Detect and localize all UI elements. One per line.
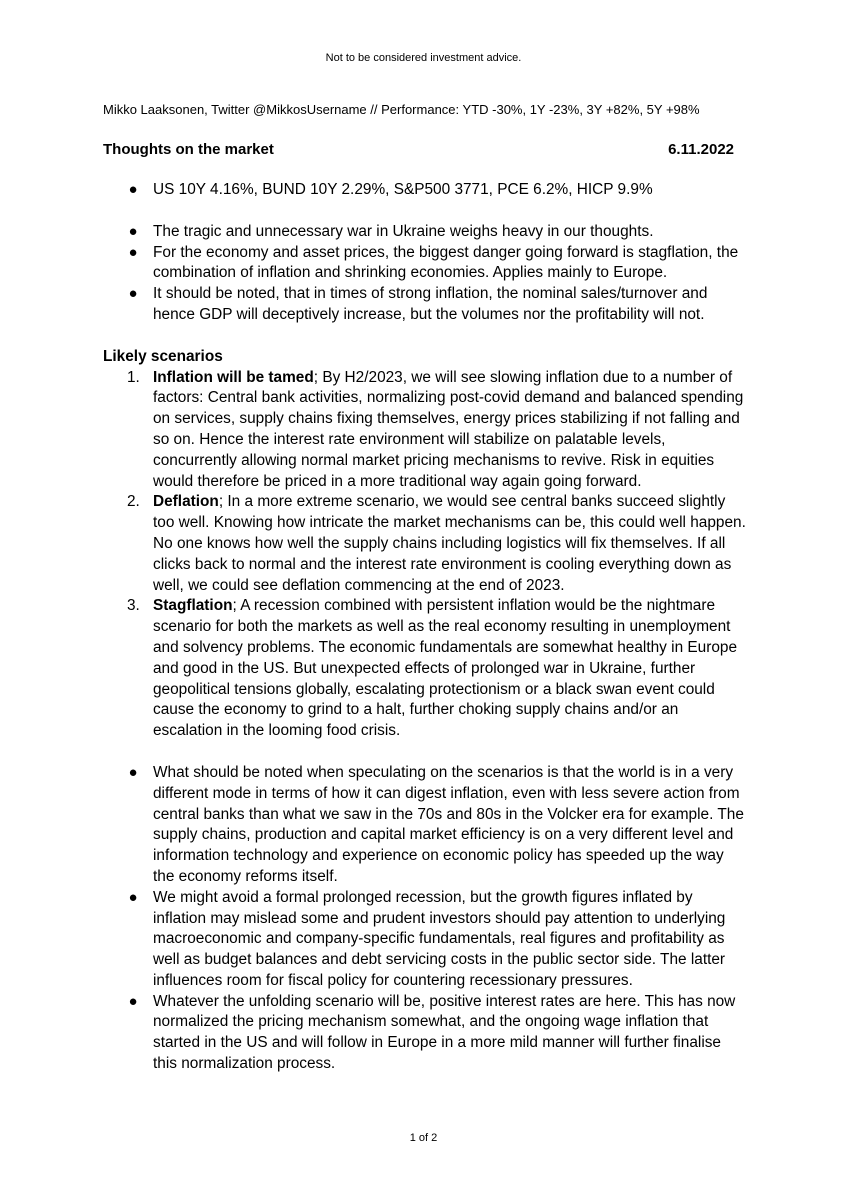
page-number: 1 of 2 xyxy=(409,1132,438,1144)
scenario-text: ; By H2/2023, we will see slowing inflation due to a number of factors: Central bank activities, normalizing post-covid demand and balanced spending on services, supply chains fixing themselves, energy prices stabilizing if not falling and so on. Hence the interest rate environment will stabilize on palatable levels, concurrently allowing normal market pricing mechanisms to revive. Risk in equities would therefore be priced in a more traditional way again going forward. xyxy=(153,368,744,490)
intro-bullets xyxy=(103,222,748,326)
list-item xyxy=(103,222,748,243)
scenario-title: Stagflation xyxy=(153,597,233,615)
bullet-text: For the economy and asset prices, the biggest danger going forward is stagflation, the combination of inflation and shrinking economies. Applies mainly to Europe. xyxy=(153,243,739,282)
bullet-icon: ● xyxy=(128,181,138,198)
page-title: Thoughts on the market xyxy=(103,141,274,158)
section-heading-scenarios: Likely scenarios xyxy=(103,347,223,365)
scenario-text: ; In a more extreme scenario, we would see central banks succeed slightly too well. Knowing how intricate the market mechanisms can be, this could well happen. No one knows how well the supply chains including logistics will fix themselves. If all clicks back to normal and the interest rate environment is cooling everything down as well, we could see deflation commencing at the end of 2023. xyxy=(153,493,746,594)
bullet-text: We might avoid a formal prolonged recession, but the growth figures inflated by inflation may mislead some and prudent investors should pay attention to underlying macroeconomic and company-specific fundamentals, real figures and profitability as well as budget balances and debt servicing costs in the public sector side. The latter influences room for fiscal policy for countering recessionary pressures. xyxy=(153,888,726,989)
document-body xyxy=(103,180,748,1075)
list-item xyxy=(103,992,748,1075)
document-date: 6.11.2022 xyxy=(668,141,734,158)
list-item xyxy=(103,284,748,326)
author-line: Mikko Laaksonen, Twitter @MikkosUsername // Performance: YTD -30%, 1Y -23%, 3Y +82%, 5Y +98% xyxy=(103,102,700,117)
list-item xyxy=(103,888,748,992)
bullet-text: Whatever the unfolding scenario will be, positive interest rates are here. This has now normalized the pricing mechanism somewhat, and the ongoing wage inflation that started in the US and will follow in Europe in a more mild manner will further finalise this normalization process. xyxy=(153,992,736,1073)
scenario-number: 2. xyxy=(127,493,140,511)
bullet-text: The tragic and unnecessary war in Ukraine weighs heavy in our thoughts. xyxy=(153,222,654,240)
bullet-icon: ● xyxy=(128,222,138,240)
scenario-item xyxy=(103,368,748,493)
market-line: US 10Y 4.16%, BUND 10Y 2.29%, S&P500 3771, PCE 6.2%, HICP 9.9% xyxy=(153,181,653,198)
scenario-text: ; A recession combined with persistent inflation would be the nightmare scenario for both the markets as well as the real economy resulting in unemployment and solvency problems. The economic fundamentals are somewhat healthy in Europe and good in the US. But unexpected effects of prolonged war in Ukraine, further geopolitical tensions globally, escalating protectionism or a black swan event could cause the economy to grind to a halt, further choking supply chains and/or an escalation in the looming food crisis. xyxy=(153,597,738,740)
list-item-market xyxy=(103,180,748,201)
scenarios-list xyxy=(103,368,748,742)
title-row xyxy=(103,140,734,160)
disclaimer: Not to be considered investment advice. xyxy=(325,52,522,64)
bullet-icon: ● xyxy=(128,285,138,303)
scenario-number: 1. xyxy=(127,368,140,386)
scenario-item xyxy=(103,492,748,596)
bullet-text: What should be noted when speculating on the scenarios is that the world is in a very different mode in terms of how it can digest inflation, even with less severe action from central banks than what we saw in the 70s and 80s in the Volcker era for example. The supply chains, production and capital market efficiency is on a very different level and information technology and experience on economic policy has speeded up the way the economy reforms itself. xyxy=(153,763,744,885)
bullet-icon: ● xyxy=(128,888,138,906)
scenario-number: 3. xyxy=(127,597,140,615)
market-list xyxy=(103,180,748,201)
bullet-icon: ● xyxy=(128,992,138,1010)
list-item xyxy=(103,763,748,888)
scenario-title: Deflation xyxy=(153,493,219,511)
bullet-icon: ● xyxy=(128,243,138,261)
scenario-title: Inflation will be tamed xyxy=(153,368,314,386)
bullet-text: It should be noted, that in times of strong inflation, the nominal sales/turnover and hence GDP will deceptively increase, but the volumes nor the profitability will not. xyxy=(153,285,708,323)
bullet-icon: ● xyxy=(128,763,138,781)
closing-bullets xyxy=(103,763,748,1075)
scenario-item xyxy=(103,596,748,742)
list-item xyxy=(103,243,748,285)
